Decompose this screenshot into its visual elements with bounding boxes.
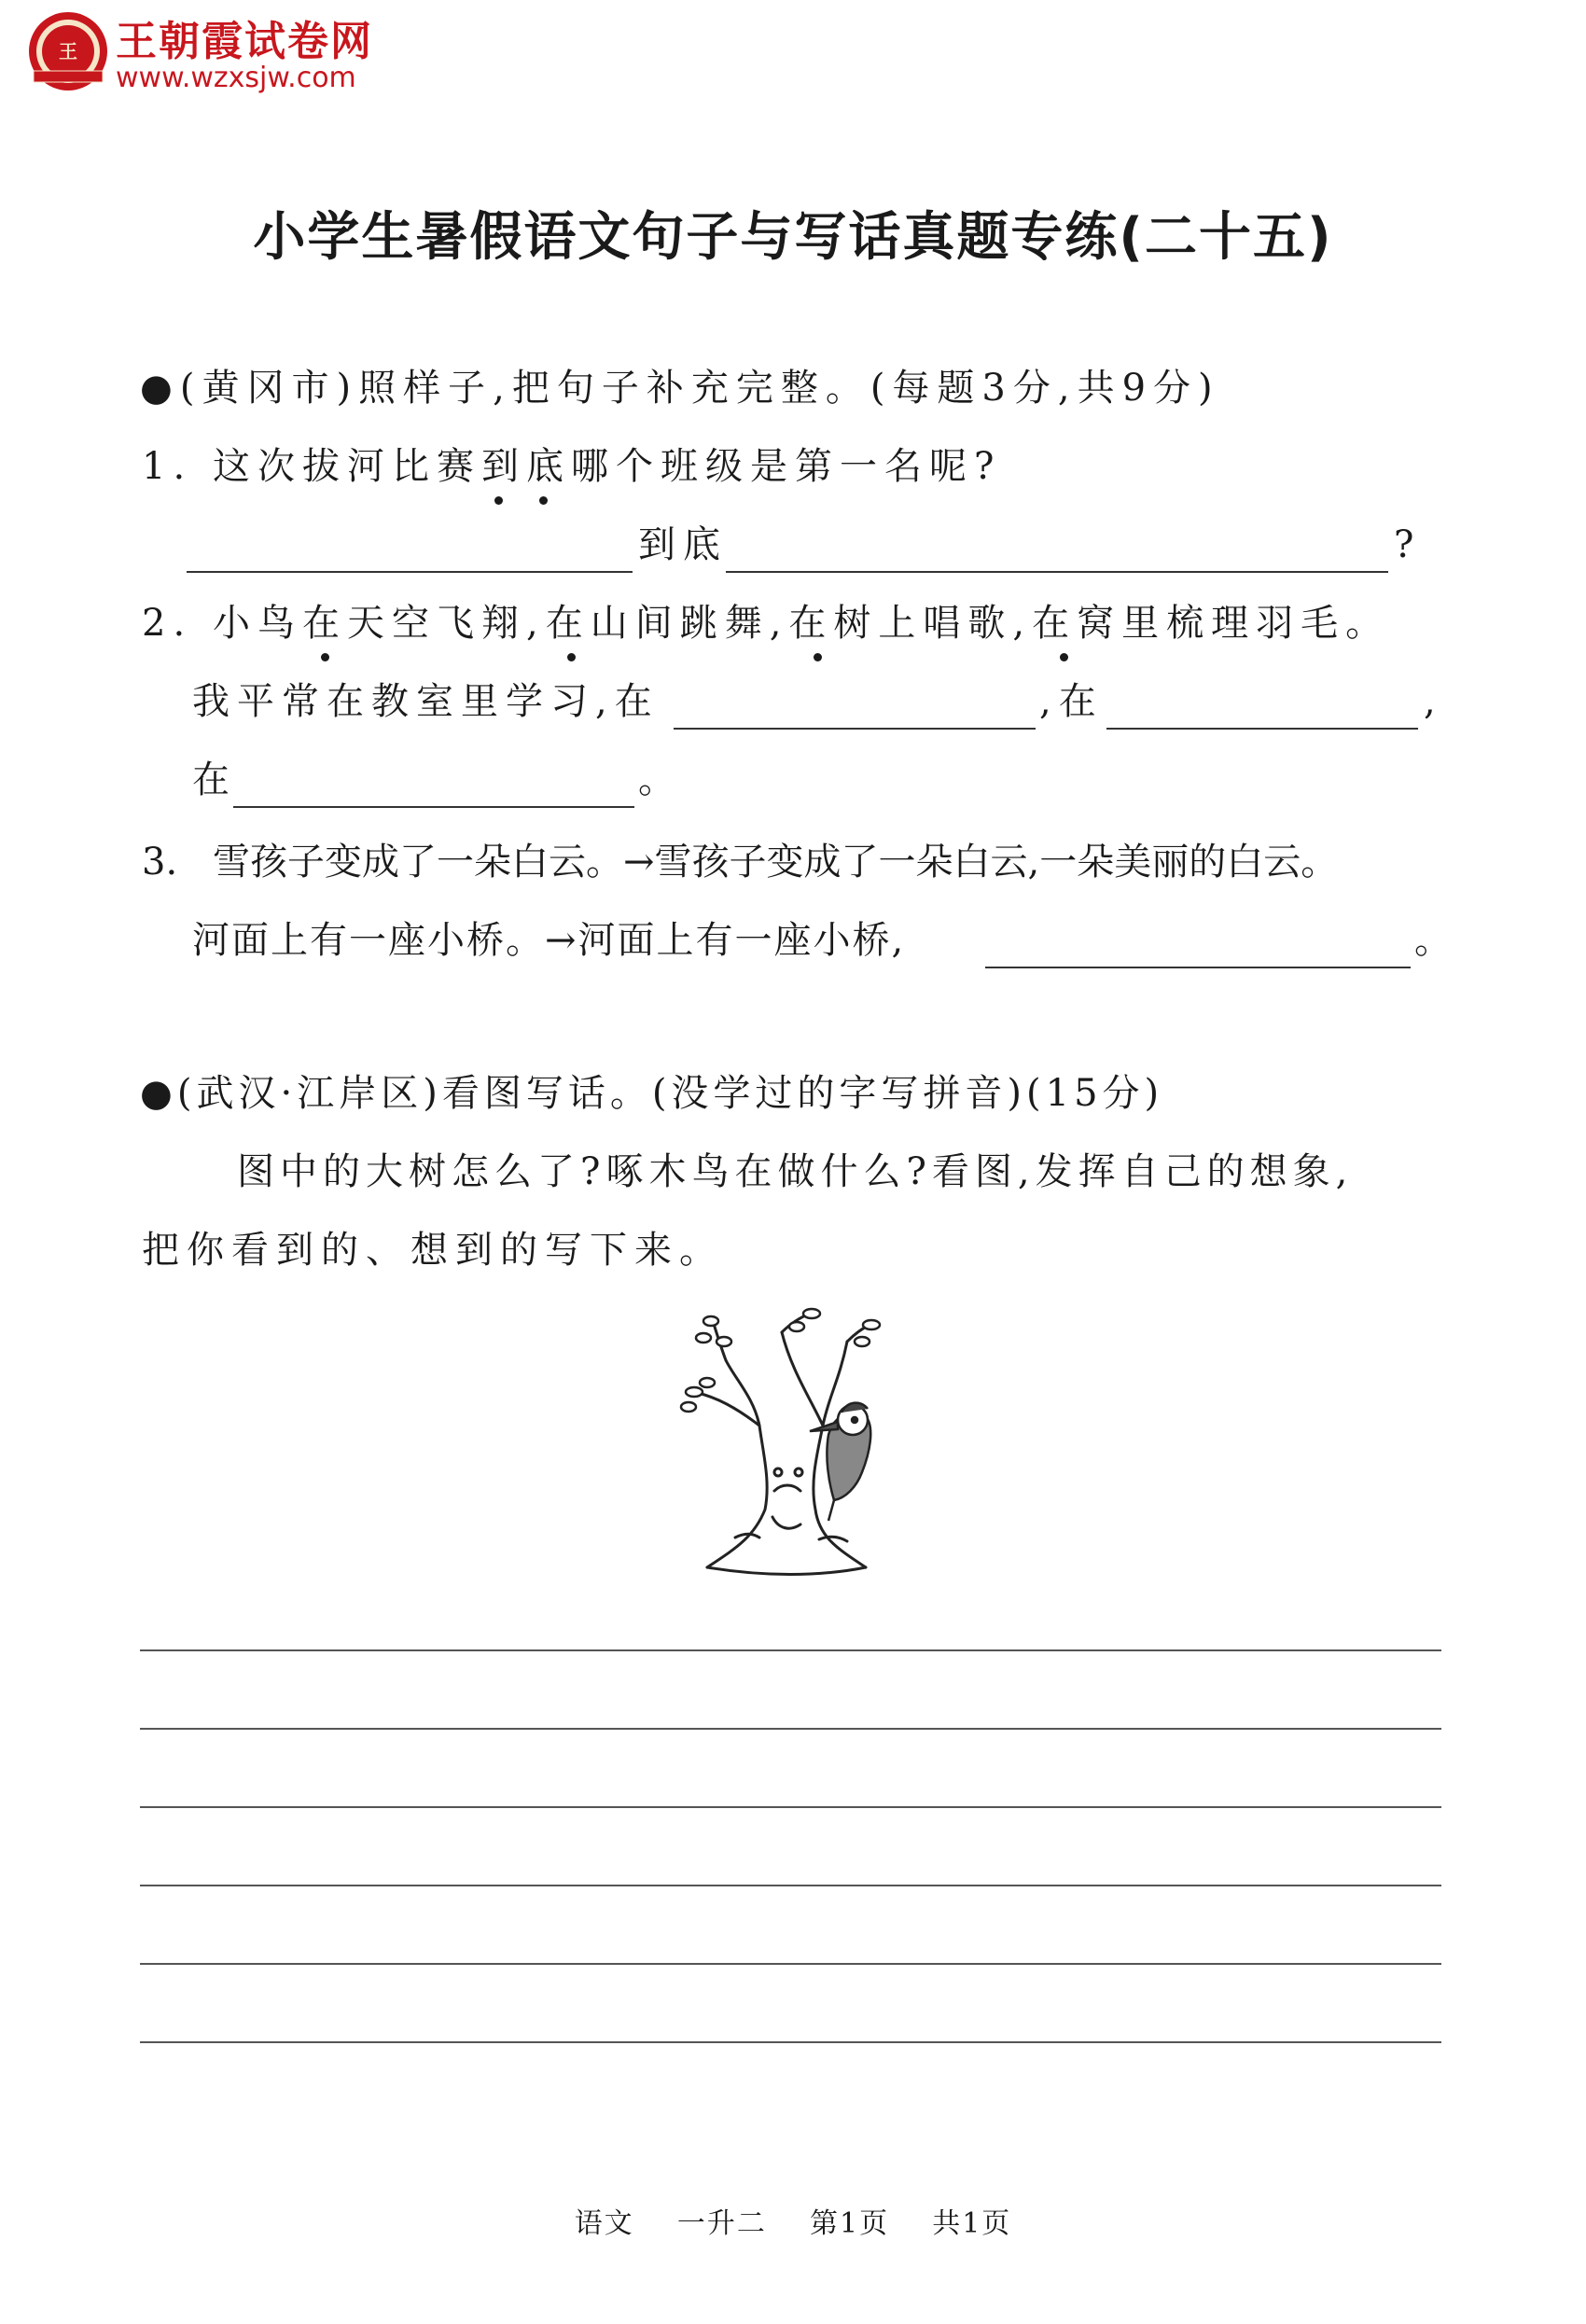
section2-heading-text: (武汉·江岸区)看图写话。(没学过的字写拼音)(15分) [176, 1072, 1164, 1115]
q2-example: 小鸟在天空飞翔,在山间跳舞,在树上唱歌,在窝里梳理羽毛。 [213, 602, 1391, 645]
q1-blank-2[interactable] [726, 571, 1388, 573]
q2-blank-1[interactable] [674, 728, 1036, 730]
emphasis-dot [814, 653, 822, 661]
emphasis-dot [1060, 653, 1068, 661]
emphasis-dot [494, 496, 503, 505]
page-title: 小学生暑假语文句子与写话真题专练(二十五) [253, 207, 1333, 268]
q2-line2-start: 我平常在教室里学习,在 [192, 680, 660, 723]
section2-prompt-line2: 把你看到的、想到的写下来。 [142, 1229, 724, 1272]
q3-blank[interactable] [985, 967, 1411, 968]
page-footer: 语文 一升二 第1页 共1页 [574, 2207, 1012, 2240]
emphasis-dot [567, 653, 576, 661]
seal-logo-icon [26, 9, 110, 93]
q3-number: 3. [142, 841, 178, 884]
section1-heading [140, 367, 1220, 410]
section2-heading [140, 1072, 1164, 1115]
section1-heading-text: (黄冈市)照样子,把句子补充完整。(每题3分,共9分) [179, 367, 1220, 410]
q1-end-mark: ? [1394, 523, 1422, 566]
q2-number: 2. [142, 602, 193, 645]
writing-line[interactable] [140, 1649, 1441, 1651]
q3-example: 雪孩子变成了一朵白云。→雪孩子变成了一朵白云,一朵美丽的白云。 [213, 841, 1339, 884]
writing-line[interactable] [140, 2041, 1441, 2043]
q2-line2-end: , [1424, 680, 1443, 723]
writing-line[interactable] [140, 1963, 1441, 1965]
emphasis-dot [539, 496, 548, 505]
section2-prompt-line1: 图中的大树怎么了?啄木鸟在做什么?看图,发挥自己的想象, [237, 1150, 1354, 1193]
q2-line3-start: 在 [192, 758, 237, 801]
writing-line[interactable] [140, 1728, 1441, 1730]
brand-name: 王朝霞试卷网 [116, 18, 373, 65]
writing-line[interactable] [140, 1806, 1441, 1808]
q3-line2-start: 河面上有一座小桥。→河面上有一座小桥, [192, 919, 906, 962]
q3-line2-end: 。 [1414, 919, 1459, 962]
q1-example: 这次拔河比赛到底哪个班级是第一名呢? [213, 445, 1002, 488]
bullet-icon: ● [140, 367, 180, 410]
q2-line3-end: 。 [638, 758, 683, 801]
svg-text:王: 王 [59, 40, 77, 63]
emphasis-dot [321, 653, 329, 661]
writing-line[interactable] [140, 1885, 1441, 1886]
q2-blank-2[interactable] [1106, 728, 1418, 730]
q1-number: 1. [142, 445, 193, 488]
q2-blank-3[interactable] [233, 806, 634, 808]
tree-woodpecker-illustration [670, 1304, 912, 1584]
bullet-icon: ● [140, 1072, 177, 1115]
brand-url: www.wzxsjw.com [116, 62, 356, 94]
q1-blank-1[interactable] [187, 571, 633, 573]
q1-mid-text: 到底 [638, 523, 728, 566]
q2-line2-mid: ,在 [1039, 680, 1104, 723]
